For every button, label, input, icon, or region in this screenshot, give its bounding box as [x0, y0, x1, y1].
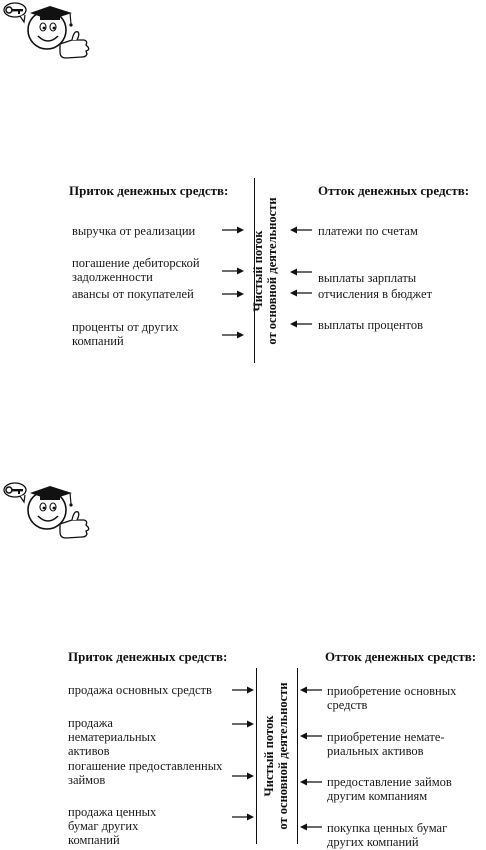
center-divider-right	[297, 668, 298, 844]
inflow-arrow	[232, 720, 254, 728]
outflow-item: приобретение основных средств	[327, 684, 457, 712]
outflow-item: выплаты процентов	[318, 318, 424, 332]
outflow-item: отчисления в бюджет	[318, 287, 433, 301]
outflow-arrow	[300, 823, 322, 831]
outflow-item: предоставление займов другим компаниям	[327, 775, 452, 803]
outflow-arrow	[300, 778, 322, 786]
outflow-arrow	[300, 732, 322, 740]
outflow-header: Отток денежных средств:	[318, 183, 470, 198]
inflow-arrow	[232, 813, 254, 821]
inflow-item: проценты от других компаний	[72, 320, 179, 348]
inflow-item: продажа нематериальных активов	[68, 716, 157, 758]
inflow-arrow	[232, 772, 254, 780]
net-flow-label: Чистый поток от основной деятельности	[262, 682, 290, 830]
inflow-header: Приток денежных средств:	[68, 649, 228, 664]
inflow-header: Приток денежных средств:	[69, 183, 229, 198]
outflow-item: приобретение немате-риальных активов	[327, 730, 445, 758]
outflow-header: Отток денежных средств:	[325, 649, 477, 664]
inflow-item: выручка от реализации	[72, 224, 196, 238]
inflow-item: погашение предоставленных займов	[68, 759, 223, 787]
center-divider	[256, 668, 257, 844]
outflow-item: выплаты зарплаты	[318, 271, 417, 285]
outflow-arrow	[300, 686, 322, 694]
inflow-arrow	[232, 686, 254, 694]
inflow-item: продажа основных средств	[68, 683, 212, 697]
inflow-item: продажа ценных бумаг других компаний	[68, 805, 157, 847]
inflow-item: погашение дебиторской задолженности	[72, 256, 200, 284]
outflow-item: покупка ценных бумаг других компаний	[327, 821, 448, 849]
inflow-item: авансы от покупателей	[72, 287, 194, 301]
net-flow-label: Чистый поток от основной деятельности	[251, 197, 279, 345]
outflow-item: платежи по счетам	[318, 224, 418, 238]
